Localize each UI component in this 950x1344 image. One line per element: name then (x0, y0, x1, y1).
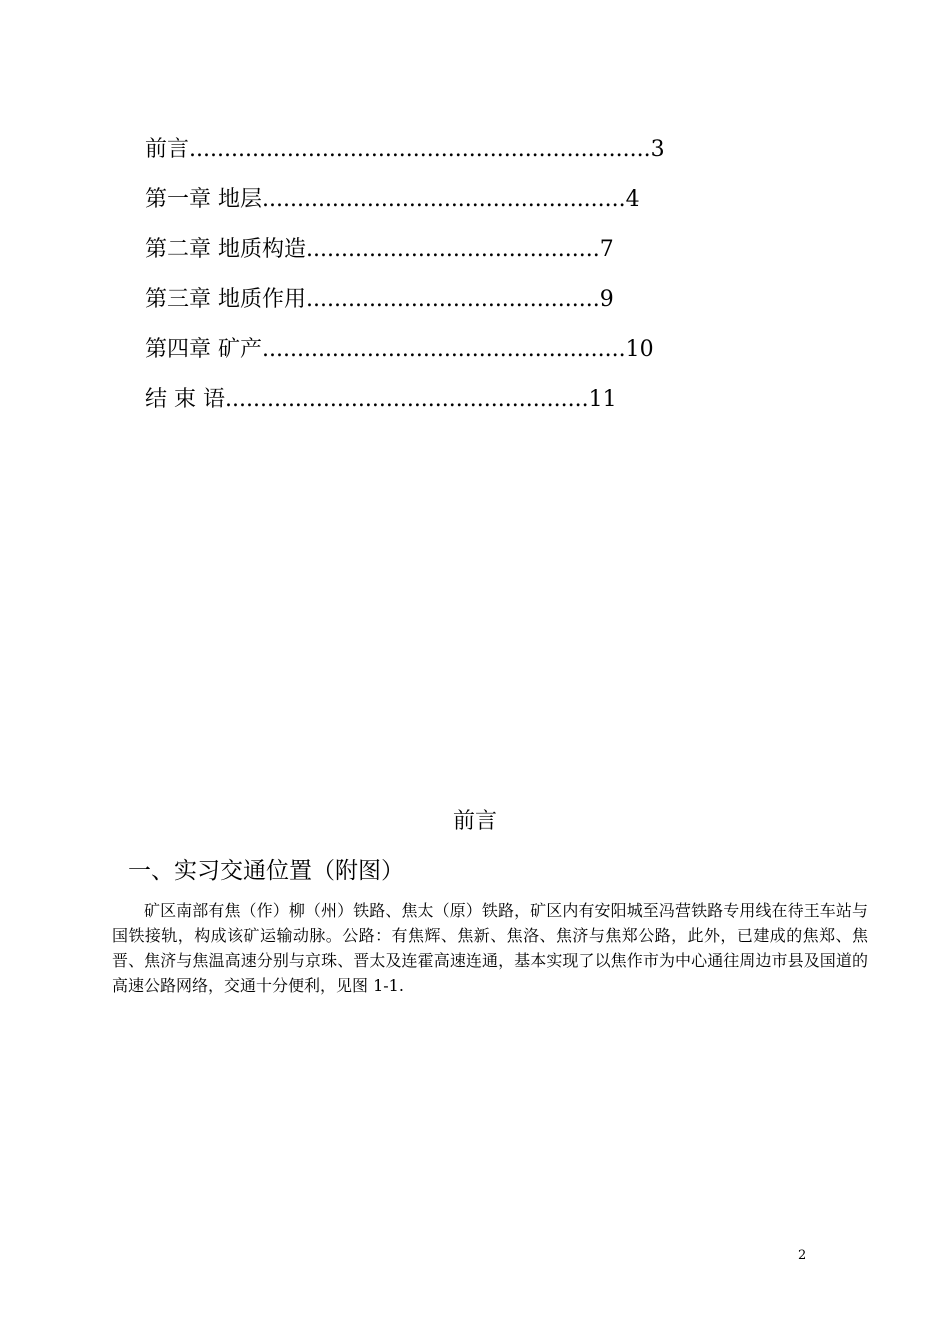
toc-page-number: 4 (625, 187, 640, 212)
section-heading: 一、实习交通位置（附图） (128, 858, 404, 884)
toc-entry-title: 前言 (145, 137, 190, 162)
toc-entry-chapter-2[interactable] (145, 234, 665, 284)
toc-entry-preface[interactable] (145, 134, 665, 184)
toc-entry-title: 第二章 地质构造 (145, 237, 306, 262)
toc-entry-chapter-4[interactable] (145, 334, 665, 384)
toc-entry-title: 第三章 地质作用 (145, 287, 306, 312)
toc-entry-chapter-3[interactable] (145, 284, 665, 334)
toc-page-number: 9 (599, 287, 614, 312)
toc-dot-leader: .......................................... (306, 237, 600, 262)
toc-page-number: 3 (650, 137, 665, 162)
table-of-contents (145, 134, 665, 434)
toc-entry-title: 第一章 地层 (145, 187, 262, 212)
toc-page-number: 10 (625, 337, 654, 362)
toc-entry-title: 结 束 语 (145, 387, 225, 412)
body-paragraph: 矿区南部有焦（作）柳（州）铁路、焦太（原）铁路，矿区内有安阳城至冯营铁路专用线在待王车站与国铁接轨，构成该矿运输动脉。公路：有焦辉、焦新、焦洛、焦济与焦郑公路，此外，已建成的焦郑、焦晋、焦济与焦温高速分别与京珠、晋太及连霍高速连通，基本实现了以焦作市为中心通往周边市县及国道的高速公路网络，交通十分便利，见图 1-1. (112, 901, 868, 995)
toc-page-number: 11 (588, 387, 617, 412)
toc-entry-conclusion[interactable] (145, 384, 665, 434)
toc-dot-leader: .......................................... (306, 287, 600, 312)
toc-dot-leader: .................................................... (262, 337, 626, 362)
toc-dot-leader: .................................................... (262, 187, 626, 212)
toc-entry-title: 第四章 矿产 (145, 337, 262, 362)
page-number: 2 (798, 1248, 807, 1263)
toc-entry-chapter-1[interactable] (145, 184, 665, 234)
toc-dot-leader: .................................................................. (189, 137, 651, 162)
toc-dot-leader: .................................................... (225, 387, 589, 412)
preface-heading: 前言 (452, 809, 497, 834)
toc-page-number: 7 (599, 237, 614, 262)
